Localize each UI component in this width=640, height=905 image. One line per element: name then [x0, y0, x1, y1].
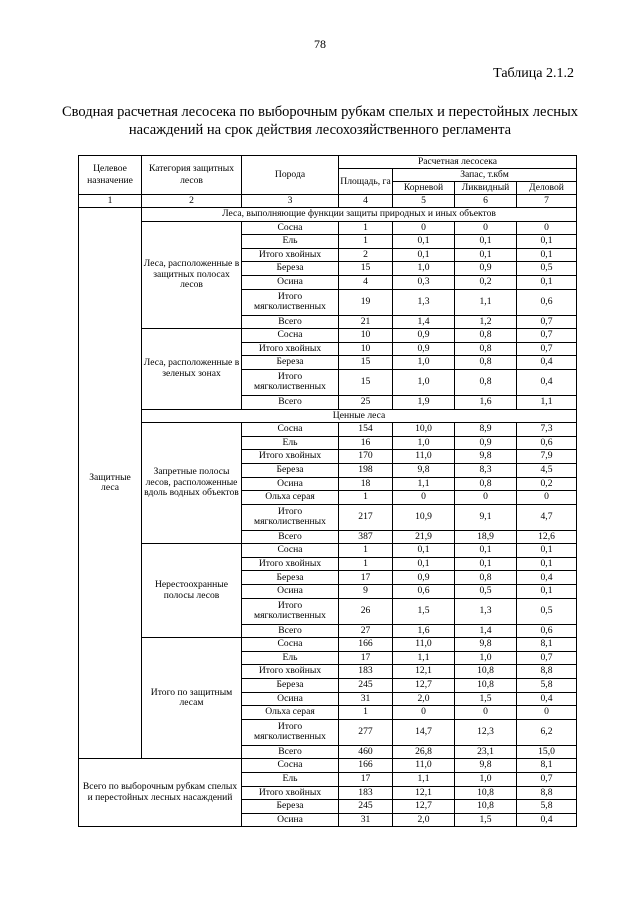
cell-business: 0,4 [517, 571, 577, 585]
cell-area: 460 [339, 745, 393, 759]
cell-root: 0,1 [393, 235, 455, 249]
cell-area: 1 [339, 221, 393, 235]
header-liquid: Ликвидный [455, 182, 517, 195]
cell-area: 387 [339, 530, 393, 544]
cell-root: 0 [393, 706, 455, 720]
cell-species: Осина [242, 477, 339, 491]
cell-species: Итого мягколиственных [242, 719, 339, 745]
cell-liquid: 0,1 [455, 235, 517, 249]
cell-business: 0,6 [517, 436, 577, 450]
cell-liquid: 0,8 [455, 356, 517, 370]
cell-area: 1 [339, 557, 393, 571]
cell-business: 6,2 [517, 719, 577, 745]
table-row [79, 329, 577, 343]
cell-species: Ель [242, 235, 339, 249]
cell-area: 1 [339, 544, 393, 558]
cell-liquid: 0,8 [455, 342, 517, 356]
cell-root: 1,0 [393, 356, 455, 370]
header-purpose: Целевое назначение [79, 156, 142, 195]
cell-area: 17 [339, 651, 393, 665]
cell-liquid: 1,4 [455, 624, 517, 638]
cell-liquid: 1,0 [455, 773, 517, 787]
cell-root: 11,0 [393, 450, 455, 464]
cell-area: 26 [339, 598, 393, 624]
column-number: 6 [455, 195, 517, 208]
cell-liquid: 0,1 [455, 557, 517, 571]
cell-liquid: 1,0 [455, 651, 517, 665]
cell-area: 15 [339, 369, 393, 395]
cell-business: 0,6 [517, 624, 577, 638]
cell-species: Сосна [242, 638, 339, 652]
cell-liquid: 0,8 [455, 369, 517, 395]
cell-business: 0,6 [517, 289, 577, 315]
grand-total-label: Всего по выборочным рубкам спелых и перестойных лесных насаждений [79, 759, 242, 827]
cell-species: Ель [242, 773, 339, 787]
column-number-row [79, 195, 577, 208]
cell-root: 1,4 [393, 315, 455, 329]
cell-liquid: 0,5 [455, 585, 517, 599]
header-stock: Запас, т.кбм [393, 169, 577, 182]
cell-business: 0,1 [517, 275, 577, 289]
column-number: 4 [339, 195, 393, 208]
section-row [79, 409, 577, 423]
cell-liquid: 8,9 [455, 423, 517, 437]
cell-species: Итого хвойных [242, 786, 339, 800]
cell-business: 1,1 [517, 395, 577, 409]
cell-liquid: 0,9 [455, 262, 517, 276]
cell-area: 4 [339, 275, 393, 289]
cell-root: 10,0 [393, 423, 455, 437]
cell-liquid: 1,2 [455, 315, 517, 329]
cell-species: Сосна [242, 544, 339, 558]
cell-business: 0,2 [517, 477, 577, 491]
cell-species: Сосна [242, 329, 339, 343]
cell-species: Итого хвойных [242, 342, 339, 356]
table-row [79, 638, 577, 652]
cell-liquid: 0,8 [455, 329, 517, 343]
cell-business: 0,7 [517, 651, 577, 665]
cell-root: 0,9 [393, 571, 455, 585]
cell-liquid: 0 [455, 221, 517, 235]
cell-root: 0 [393, 491, 455, 505]
cell-species: Итого хвойных [242, 665, 339, 679]
cell-root: 1,1 [393, 651, 455, 665]
cell-root: 1,0 [393, 262, 455, 276]
cell-area: 170 [339, 450, 393, 464]
cell-area: 2 [339, 248, 393, 262]
cell-business: 15,0 [517, 745, 577, 759]
cell-area: 1 [339, 706, 393, 720]
cell-root: 0,1 [393, 557, 455, 571]
cell-liquid: 1,6 [455, 395, 517, 409]
cell-liquid: 0,1 [455, 248, 517, 262]
cell-area: 245 [339, 679, 393, 693]
cell-root: 1,9 [393, 395, 455, 409]
cell-business: 0,4 [517, 692, 577, 706]
column-number: 3 [242, 195, 339, 208]
table-row [79, 544, 577, 558]
cell-business: 0,1 [517, 557, 577, 571]
header-root: Корневой [393, 182, 455, 195]
cell-business: 0,1 [517, 585, 577, 599]
cell-root: 14,7 [393, 719, 455, 745]
cell-area: 1 [339, 235, 393, 249]
cell-area: 166 [339, 638, 393, 652]
cell-business: 8,8 [517, 665, 577, 679]
cell-liquid: 9,1 [455, 504, 517, 530]
cell-area: 198 [339, 463, 393, 477]
cell-liquid: 1,3 [455, 598, 517, 624]
cell-liquid: 10,8 [455, 800, 517, 814]
cell-business: 0,4 [517, 369, 577, 395]
cell-area: 183 [339, 665, 393, 679]
cell-liquid: 0,8 [455, 571, 517, 585]
cell-business: 5,8 [517, 679, 577, 693]
column-number: 7 [517, 195, 577, 208]
cell-root: 11,0 [393, 759, 455, 773]
cell-root: 26,8 [393, 745, 455, 759]
cell-species: Всего [242, 624, 339, 638]
table-row [79, 423, 577, 437]
cell-species: Итого хвойных [242, 450, 339, 464]
cell-area: 9 [339, 585, 393, 599]
cell-area: 31 [339, 692, 393, 706]
cell-liquid: 0,1 [455, 544, 517, 558]
cell-species: Осина [242, 275, 339, 289]
table-label: Таблица 2.1.2 [493, 66, 574, 81]
cell-species: Итого мягколиственных [242, 598, 339, 624]
cell-area: 154 [339, 423, 393, 437]
cell-area: 16 [339, 436, 393, 450]
cell-business: 0,1 [517, 235, 577, 249]
cell-root: 12,1 [393, 665, 455, 679]
table-row [79, 759, 577, 773]
header-calc: Расчетная лесосека [339, 156, 577, 169]
cell-root: 0 [393, 221, 455, 235]
cell-liquid: 12,3 [455, 719, 517, 745]
cell-business: 5,8 [517, 800, 577, 814]
category-cell: Нерестоохранные полосы лесов [142, 544, 242, 638]
cell-liquid: 0 [455, 706, 517, 720]
cell-root: 12,1 [393, 786, 455, 800]
cell-root: 11,0 [393, 638, 455, 652]
cell-species: Береза [242, 800, 339, 814]
cell-area: 17 [339, 773, 393, 787]
cell-business: 0,1 [517, 248, 577, 262]
cell-liquid: 0,8 [455, 477, 517, 491]
cell-species: Сосна [242, 759, 339, 773]
cell-species: Береза [242, 262, 339, 276]
cell-root: 0,9 [393, 329, 455, 343]
cell-species: Береза [242, 571, 339, 585]
header-category: Категория защитных лесов [142, 156, 242, 195]
cell-business: 0 [517, 491, 577, 505]
cell-species: Итого мягколиственных [242, 369, 339, 395]
table-title: Сводная расчетная лесосека по выборочным рубкам спелых и перестойных лесных насаждений на срок действия лесохозяйственного регламента [62, 104, 578, 138]
cell-species: Осина [242, 692, 339, 706]
cell-liquid: 0 [455, 491, 517, 505]
cell-root: 0,9 [393, 342, 455, 356]
cell-business: 0 [517, 706, 577, 720]
cell-area: 31 [339, 813, 393, 827]
cell-area: 183 [339, 786, 393, 800]
cell-species: Итого хвойных [242, 557, 339, 571]
cell-area: 10 [339, 329, 393, 343]
cell-species: Сосна [242, 221, 339, 235]
cell-root: 2,0 [393, 813, 455, 827]
section-row [79, 208, 577, 222]
cell-species: Ольха серая [242, 491, 339, 505]
section-title: Ценные леса [142, 409, 577, 423]
cell-business: 0 [517, 221, 577, 235]
cell-root: 21,9 [393, 530, 455, 544]
cell-root: 1,1 [393, 477, 455, 491]
cell-liquid: 9,8 [455, 759, 517, 773]
cell-species: Ольха серая [242, 706, 339, 720]
cell-liquid: 18,9 [455, 530, 517, 544]
cell-area: 15 [339, 356, 393, 370]
cell-area: 18 [339, 477, 393, 491]
logging-summary-table [78, 155, 577, 827]
cell-area: 166 [339, 759, 393, 773]
cell-root: 0,1 [393, 248, 455, 262]
cell-liquid: 1,1 [455, 289, 517, 315]
section-title: Леса, выполняющие функции защиты природных и иных объектов [142, 208, 577, 222]
cell-liquid: 10,8 [455, 786, 517, 800]
cell-business: 0,7 [517, 773, 577, 787]
cell-area: 277 [339, 719, 393, 745]
cell-species: Итого мягколиственных [242, 504, 339, 530]
cell-liquid: 10,8 [455, 679, 517, 693]
category-cell: Леса, расположенные в защитных полосах лесов [142, 221, 242, 329]
cell-root: 9,8 [393, 463, 455, 477]
cell-area: 245 [339, 800, 393, 814]
cell-liquid: 0,2 [455, 275, 517, 289]
cell-root: 2,0 [393, 692, 455, 706]
cell-root: 12,7 [393, 800, 455, 814]
cell-business: 12,6 [517, 530, 577, 544]
cell-business: 7,3 [517, 423, 577, 437]
cell-business: 0,4 [517, 813, 577, 827]
cell-business: 0,7 [517, 329, 577, 343]
cell-species: Ель [242, 436, 339, 450]
cell-root: 1,0 [393, 436, 455, 450]
cell-business: 4,7 [517, 504, 577, 530]
column-number: 5 [393, 195, 455, 208]
cell-species: Осина [242, 585, 339, 599]
cell-root: 1,0 [393, 369, 455, 395]
table-row [79, 221, 577, 235]
cell-business: 0,5 [517, 262, 577, 276]
cell-business: 0,7 [517, 342, 577, 356]
cell-species: Всего [242, 745, 339, 759]
cell-root: 1,3 [393, 289, 455, 315]
cell-species: Береза [242, 679, 339, 693]
cell-species: Ель [242, 651, 339, 665]
cell-area: 10 [339, 342, 393, 356]
category-cell: Итого по защитным лесам [142, 638, 242, 759]
cell-species: Сосна [242, 423, 339, 437]
cell-business: 0,4 [517, 356, 577, 370]
cell-business: 8,1 [517, 759, 577, 773]
cell-area: 15 [339, 262, 393, 276]
cell-species: Итого хвойных [242, 248, 339, 262]
cell-root: 12,7 [393, 679, 455, 693]
header-row [79, 156, 577, 169]
category-cell: Запретные полосы лесов, расположенные вдоль водных объектов [142, 423, 242, 544]
cell-root: 10,9 [393, 504, 455, 530]
cell-root: 1,6 [393, 624, 455, 638]
cell-liquid: 1,5 [455, 692, 517, 706]
cell-business: 0,5 [517, 598, 577, 624]
column-number: 1 [79, 195, 142, 208]
cell-species: Итого мягколиственных [242, 289, 339, 315]
cell-species: Береза [242, 356, 339, 370]
column-number: 2 [142, 195, 242, 208]
page-number: 78 [314, 37, 326, 51]
cell-species: Всего [242, 315, 339, 329]
cell-species: Всего [242, 395, 339, 409]
category-cell: Леса, расположенные в зеленых зонах [142, 329, 242, 409]
cell-root: 0,1 [393, 544, 455, 558]
cell-liquid: 8,3 [455, 463, 517, 477]
cell-species: Осина [242, 813, 339, 827]
cell-species: Всего [242, 530, 339, 544]
cell-area: 217 [339, 504, 393, 530]
cell-liquid: 10,8 [455, 665, 517, 679]
cell-species: Береза [242, 463, 339, 477]
cell-area: 21 [339, 315, 393, 329]
header-species: Порода [242, 156, 339, 195]
header-business: Деловой [517, 182, 577, 195]
cell-area: 27 [339, 624, 393, 638]
cell-root: 0,3 [393, 275, 455, 289]
header-area: Площадь, га [339, 169, 393, 195]
cell-liquid: 1,5 [455, 813, 517, 827]
cell-business: 0,1 [517, 544, 577, 558]
cell-business: 7,9 [517, 450, 577, 464]
cell-liquid: 0,9 [455, 436, 517, 450]
cell-root: 1,5 [393, 598, 455, 624]
purpose-cell: Защитные леса [79, 208, 142, 759]
cell-business: 4,5 [517, 463, 577, 477]
cell-area: 1 [339, 491, 393, 505]
cell-liquid: 9,8 [455, 638, 517, 652]
cell-business: 8,8 [517, 786, 577, 800]
cell-area: 17 [339, 571, 393, 585]
cell-business: 0,7 [517, 315, 577, 329]
cell-area: 19 [339, 289, 393, 315]
cell-area: 25 [339, 395, 393, 409]
cell-root: 1,1 [393, 773, 455, 787]
cell-liquid: 9,8 [455, 450, 517, 464]
cell-business: 8,1 [517, 638, 577, 652]
cell-root: 0,6 [393, 585, 455, 599]
cell-liquid: 23,1 [455, 745, 517, 759]
